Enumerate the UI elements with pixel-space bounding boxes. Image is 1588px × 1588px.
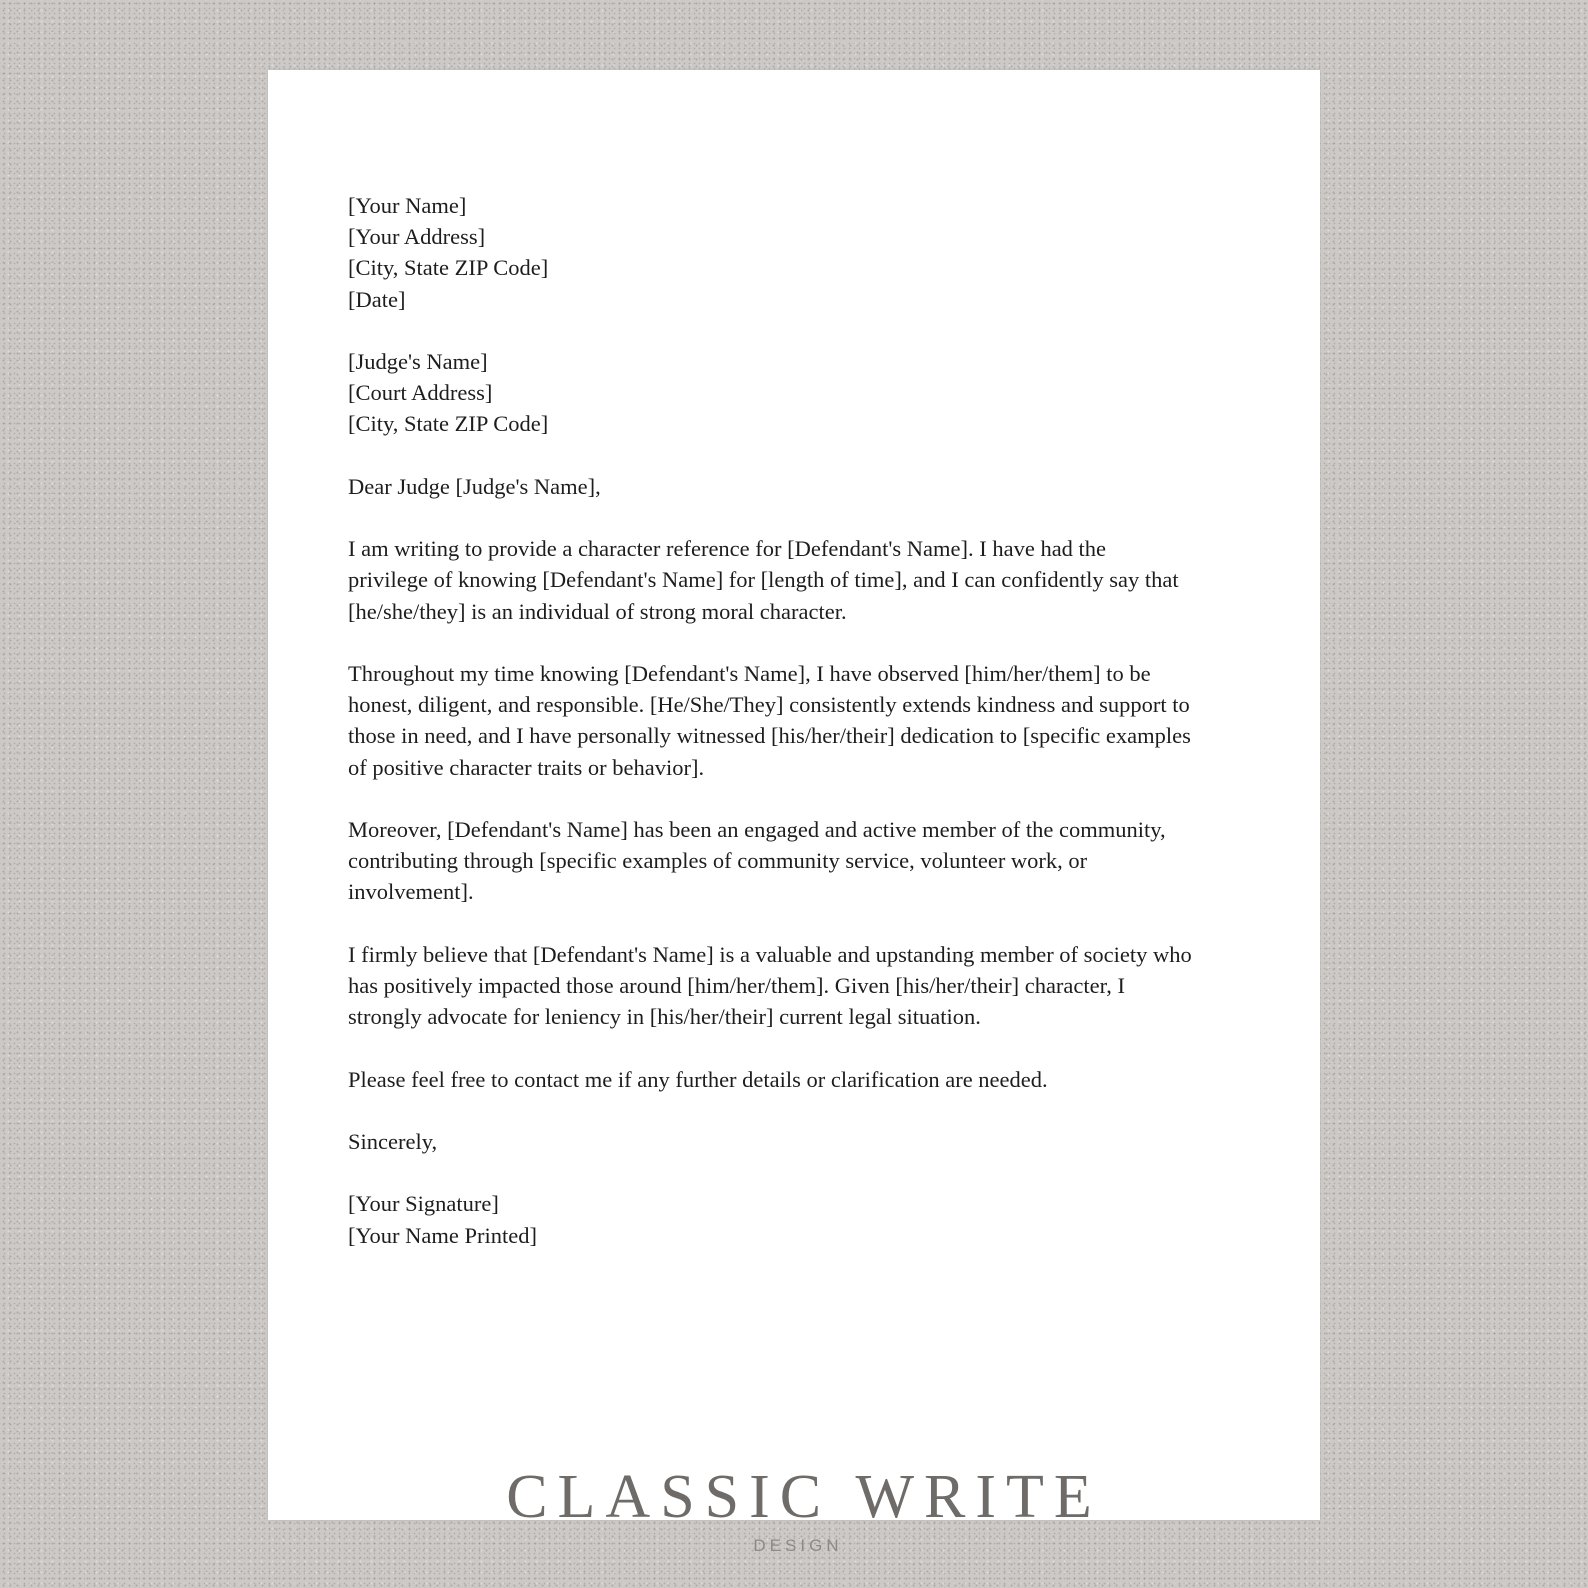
body-paragraph-5 (348, 1064, 1244, 1095)
salutation-text: Dear Judge [Judge's Name], (348, 473, 601, 499)
judge-name: [Judge's Name] (348, 349, 488, 374)
paragraph-line: contributing through [specific examples of community service, volunteer work, or (348, 848, 1088, 874)
printed-name-placeholder: [Your Name Printed] (348, 1222, 537, 1248)
paragraph-line: Throughout my time knowing [Defendant's Name], I have observed [him/her/them] to be (348, 660, 1151, 686)
paragraph-line: of positive character traits or behavior]. (348, 754, 705, 780)
letter-date: [Date] (348, 286, 406, 312)
paragraph-line: strongly advocate for leniency in [his/her/their] current legal situation. (348, 1004, 981, 1030)
paragraph-line: privilege of knowing [Defendant's Name] for [length of time], and I can confidently say that (348, 567, 1179, 593)
paragraph-line: has positively impacted those around [him/her/them]. Given [his/her/their] character, I (348, 972, 1125, 998)
paragraph-line: I firmly believe that [Defendant's Name] is a valuable and upstanding member of society who (348, 941, 1192, 967)
letter-body (348, 190, 1248, 1282)
letter-sheet (268, 70, 1320, 1520)
signature-block (348, 1188, 1248, 1250)
brand-subtitle: DESIGN (753, 1536, 843, 1555)
body-paragraph-4 (348, 939, 1244, 1033)
brand-wordmark: CLASSIC WRITE (506, 1463, 1102, 1531)
signature-placeholder: [Your Signature] (348, 1191, 499, 1217)
court-city-state-zip: [City, State ZIP Code] (348, 411, 549, 437)
paragraph-line: involvement]. (348, 879, 474, 905)
body-paragraph-2 (348, 658, 1244, 783)
sender-address: [Your Address] (348, 224, 486, 250)
sender-name: [Your Name] (348, 193, 467, 218)
paragraph-line: Please feel free to contact me if any further details or clarification are needed. (348, 1066, 1048, 1092)
body-paragraph-3 (348, 814, 1244, 908)
closing (348, 1126, 1248, 1157)
recipient-address-block (348, 346, 1248, 440)
paragraph-line: I am writing to provide a character reference for [Defendant's Name]. I have had the (348, 536, 1107, 562)
sender-address-block (348, 190, 1248, 315)
paragraph-line: those in need, and I have personally witnessed [his/her/their] dedication to [specific examples (348, 723, 1191, 749)
court-address: [Court Address] (348, 380, 493, 406)
closing-text: Sincerely, (348, 1128, 438, 1154)
paragraph-line: Moreover, [Defendant's Name] has been an engaged and active member of the community, (348, 816, 1166, 842)
salutation (348, 471, 1248, 502)
sender-city-state-zip: [City, State ZIP Code] (348, 255, 549, 281)
body-paragraph-1 (348, 533, 1244, 627)
paragraph-line: [he/she/they] is an individual of strong moral character. (348, 598, 847, 624)
paragraph-line: honest, diligent, and responsible. [He/She/They] consistently extends kindness and support to (348, 692, 1190, 718)
